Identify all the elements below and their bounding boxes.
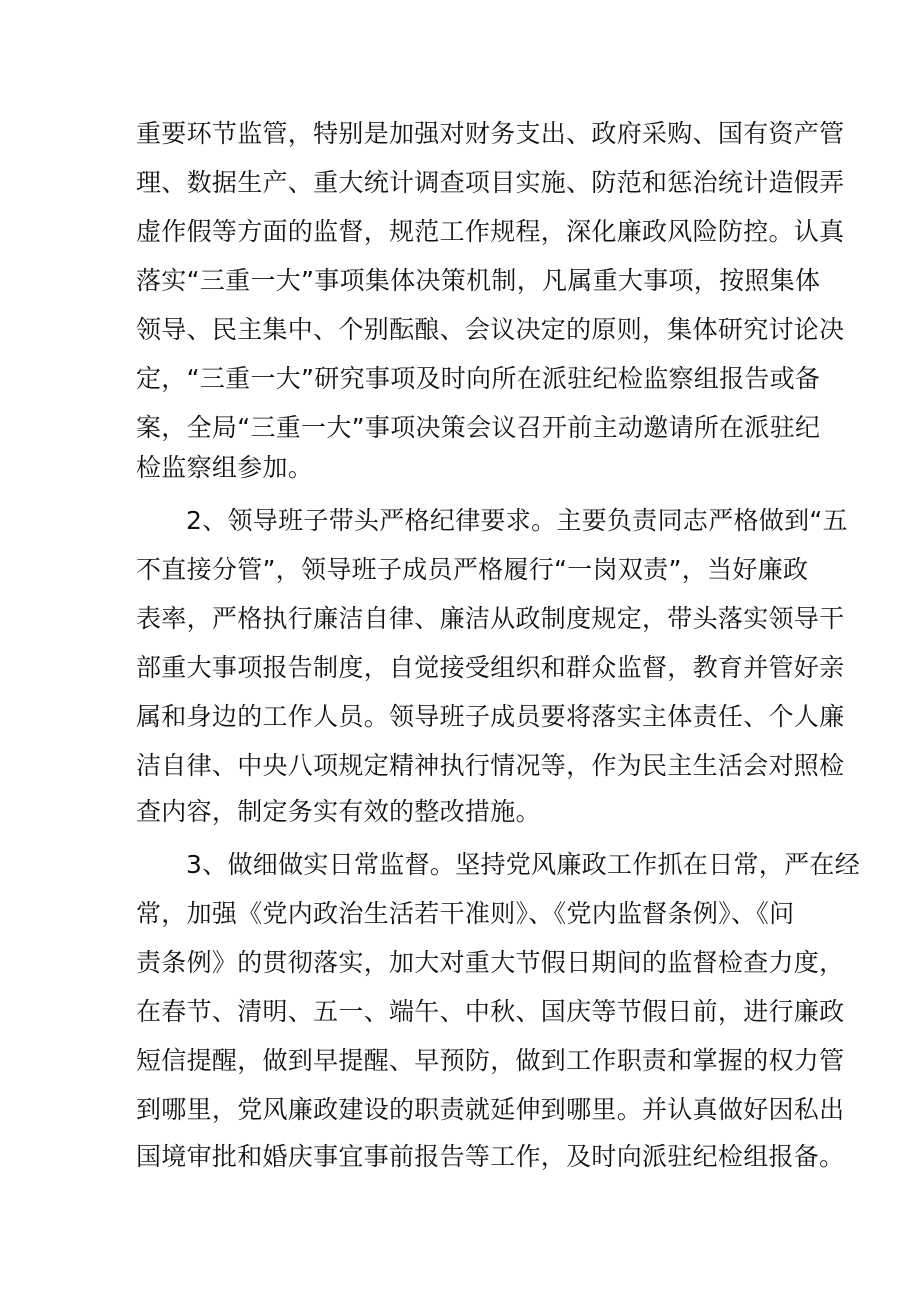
text-line: 责条例》的贯彻落实，加大对重大节假日期间的监督检查力度， — [136, 948, 845, 977]
text-line: 重要环节监管，特别是加强对财务支出、政府采购、国有资产管 — [136, 119, 845, 148]
text-line: 表率，严格执行廉洁自律、廉洁从政制度规定，带头落实领导干 — [136, 604, 845, 633]
text-line: 理、数据生产、重大统计调查项目实施、防范和惩治统计造假弄 — [136, 168, 845, 197]
text-line: 短信提醒，做到早提醒、早预防，做到工作职责和掌握的权力管 — [136, 1046, 845, 1075]
text-line: 虚作假等方面的监督，规范工作规程，深化廉政风险防控。认真 — [136, 217, 845, 246]
text-line: 国境审批和婚庆事宜事前报告等工作，及时向派驻纪检组报备。 — [136, 1142, 845, 1171]
text-line: 不直接分管”，领导班子成员严格履行“一岗双责”，当好廉政 — [136, 555, 809, 584]
text-line: 领导、民主集中、个别酝酿、会议决定的原则，集体研究讨论决 — [136, 315, 845, 344]
text-line: 洁自律、中央八项规定精神执行情况等，作为民主生活会对照检 — [136, 751, 845, 780]
text-line: 部重大事项报告制度，自觉接受组织和群众监督，教育并管好亲 — [136, 653, 845, 682]
text-line: 常，加强《党内政治生活若干准则》、《党内监督条例》、《问 — [136, 899, 795, 928]
text-line: 检监察组参加。 — [136, 453, 314, 482]
text-line: 定，“三重一大”研究事项及时向所在派驻纪检监察组报告或备 — [136, 364, 821, 393]
text-line: 到哪里，党风廉政建设的职责就延伸到哪里。并认真做好因私出 — [136, 1095, 845, 1124]
text-line: 落实“三重一大”事项集体决策机制，凡属重大事项，按照集体 — [136, 266, 821, 295]
text-line: 案，全局“三重一大”事项决策会议召开前主动邀请所在派驻纪 — [136, 413, 821, 442]
paragraph-3-first-line: 3、做细做实日常监督。坚持党风廉政工作抓在日常，严在经 — [186, 850, 861, 879]
text-line: 查内容，制定务实有效的整改措施。 — [136, 797, 541, 826]
text-line: 属和身边的工作人员。领导班子成员要将落实主体责任、个人廉 — [136, 702, 845, 731]
text-line: 在春节、清明、五一、端午、中秋、国庆等节假日前，进行廉政 — [136, 997, 845, 1026]
paragraph-2-first-line: 2、领导班子带头严格纪律要求。主要负责同志严格做到“五 — [186, 506, 848, 535]
